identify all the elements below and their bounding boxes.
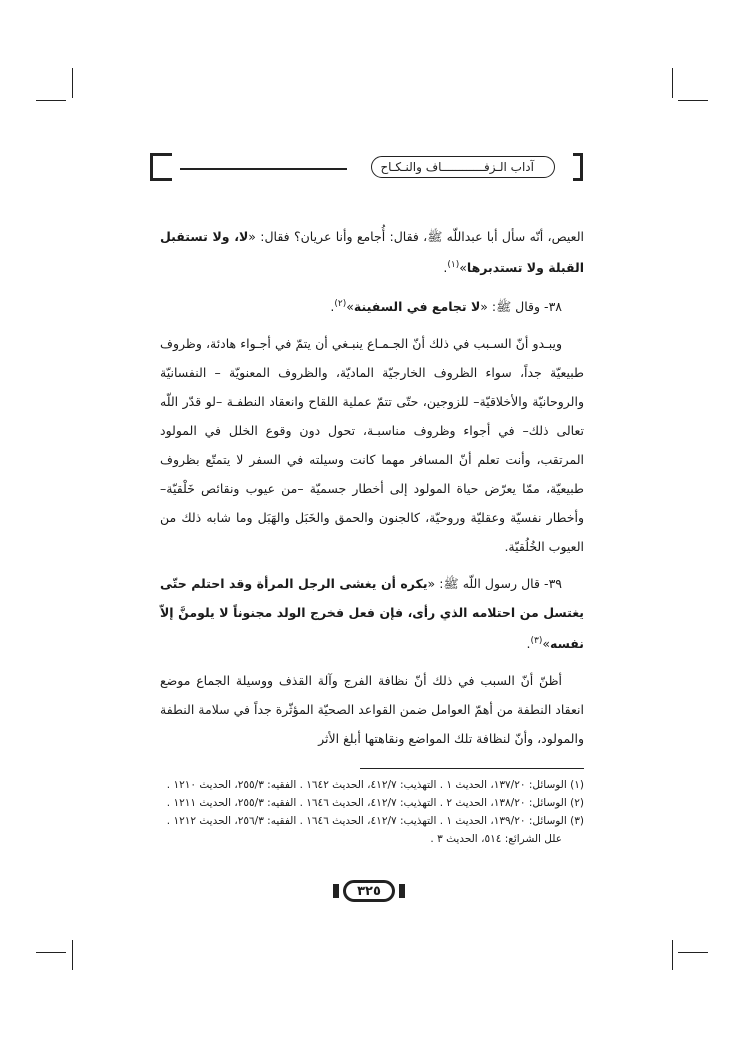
paragraph (160, 222, 584, 282)
footnote-2: (٢) الوسائل: ١٣٨/٢٠، الحديث ٢ . التهذيب: ٤١٢/٧، الحديث ١٦٤٦ . الفقيه: ٢٥٥/٣، الحديث ١٢١١ . (166, 797, 584, 809)
crop-mark (678, 952, 708, 953)
crop-mark (672, 68, 673, 98)
footnote-3: (٣) الوسائل: ١٣٩/٢٠، الحديث ١ . التهذيب: ٤١٢/٧، الحديث ١٦٤٦ . الفقيه: ٢٥٦/٣، الحديث ١٢١٢ . علل الشرائع: ٥١٤، الحديث ٣ . (166, 815, 584, 845)
header-bracket-left (150, 153, 172, 181)
crop-mark (72, 68, 73, 98)
text-run: » (459, 260, 467, 276)
footnotes (160, 776, 584, 848)
text-run: » (542, 636, 550, 652)
quoted-text: يكره أن يغشى الرجل المرأة وقد احتلم حتّى يغتسل من احتلامه الذي رأى، فإن فعل فخرج الولد مجنوناً لا يلومنَّ إلاّ نفسه (160, 576, 584, 652)
text-run: ٣٩- قال رسول اللّه ﷺ: « (427, 576, 562, 592)
page-number-tick-right (399, 884, 405, 898)
paragraph (160, 666, 584, 753)
page-number: ٣٢٥ (343, 880, 395, 902)
main-text (160, 222, 584, 761)
paragraph (160, 290, 584, 321)
crop-mark (36, 952, 66, 953)
header-title: آداب الـزفــــــــــــاف والنـكـاح (371, 156, 555, 178)
quoted-text: لا، ولا تستقبل القبلة ولا تستدبرها (160, 229, 584, 276)
crop-mark (72, 940, 73, 970)
page-number-ornament (333, 880, 405, 904)
text-run: ويبـدو أنّ السـبب في ذلك أنّ الجـمـاع ينبـغي أن يتمّ في أجـواء هادئة، وظروف طبيعيّة جداً، سواء الظروف الخارجيّة الماديّة، والظروف المعنويّة – النفسانيّة والروحانيّة والأخلاقيّة– للزوجين، حتّى تتمّ عملية اللقاح وانعقاد النطفـة –لو قدّر اللّه تعالى ذلك– في أجواء وظروف مناسبـة، تحول دون وقوع الخلل في المولود المرتقب، وأنت تعلم أنّ المسافر مهما كانت وسيلته في السفر لا يتمتّع بظروف طبيعيّة، ممّا يعرّض حياة المولود إلى أخطار جسميّة –من عيوب ونقائص خَلْقيّة– وأخطار نفسيّة وعقليّة وروحيّة، كالجنون والحمق والخَبَل والهَبَل وما شابه ذلك من العيوب الخُلُقيّة. (160, 336, 584, 555)
crop-mark (678, 100, 708, 101)
quoted-text: لا تجامع في السفينة (353, 299, 481, 315)
header-bracket-right (573, 153, 583, 181)
crop-mark (36, 100, 66, 101)
footnote-ref: (٣) (530, 636, 543, 647)
paragraph (160, 329, 584, 561)
text-run: . (330, 299, 335, 315)
text-run: . (526, 636, 531, 652)
text-run: ٣٨- وقال ﷺ: « (480, 299, 562, 315)
crop-mark (672, 940, 673, 970)
page-number-tick-left (333, 884, 339, 898)
text-run: العيص، أنّه سأل أبا عبداللّه ﷺ، فقال: أُجامع وأنا عريان؟ فقال: « (248, 229, 584, 244)
running-header (150, 152, 583, 186)
footnote-ref: (٢) (334, 299, 347, 310)
paragraph (160, 569, 584, 658)
text-run: » (346, 299, 354, 315)
footnote-rule (360, 768, 584, 769)
header-title-box (176, 155, 569, 179)
text-run: أظنّ أنّ السبب في ذلك أنّ نظافة الفرج وآلة القذف ووسيلة الجماع موضع انعقاد النطفة من أهمّ العوامل ضمن القواعد الصحيّة المؤثّرة جداً في سلامة النطفة والمولود، وأنّ لنظافة تلك المواضع ونقاهتها أبلغ الأثر (160, 673, 584, 747)
text-run: . (443, 260, 448, 276)
footnote-1: (١) الوسائل: ١٣٧/٢٠، الحديث ١ . التهذيب: ٤١٢/٧، الحديث ١٦٤٢ . الفقيه: ٢٥٥/٣، الحديث ١٢١٠ . (166, 779, 584, 791)
footnote-ref: (١) (447, 260, 460, 270)
